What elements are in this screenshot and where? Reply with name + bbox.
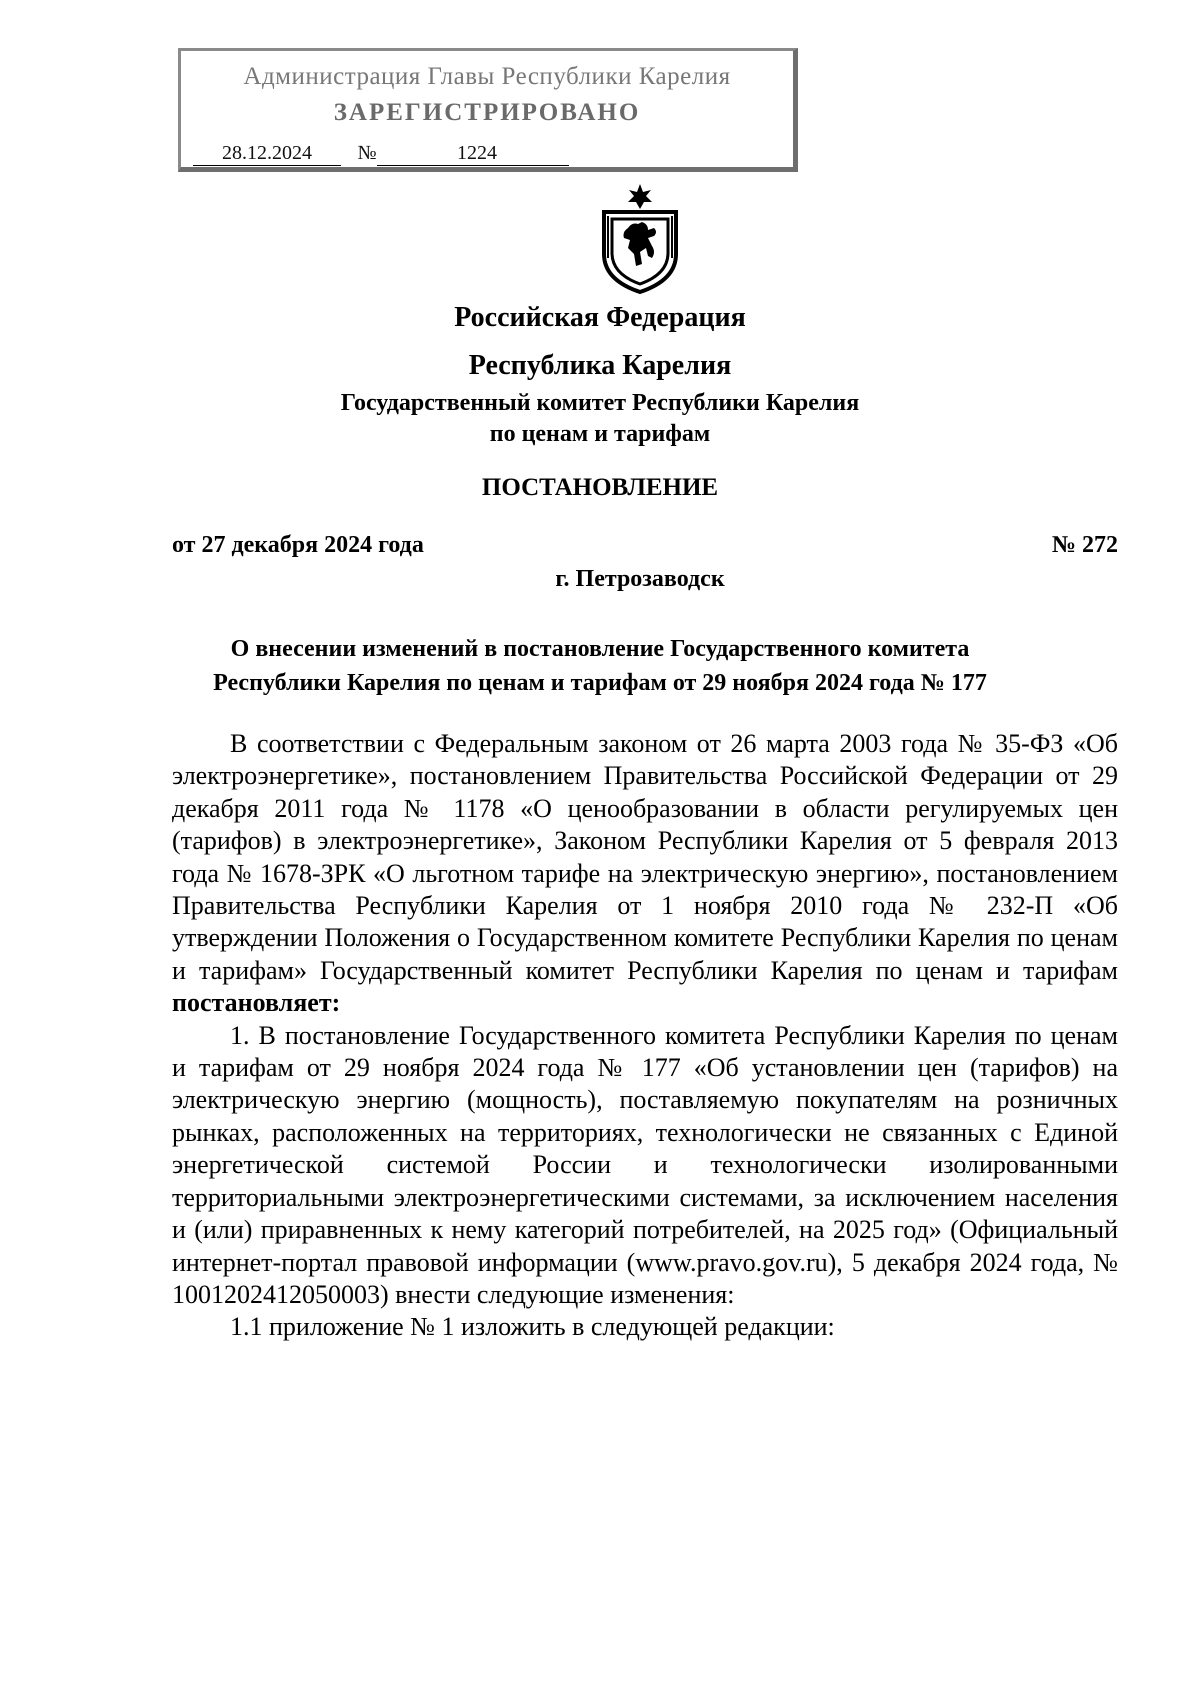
- heading-federation: Российская Федерация: [454, 302, 746, 333]
- stamp-organization: Администрация Главы Республики Карелия: [243, 63, 731, 90]
- preamble-text: В соответствии с Федеральным законом от 26 марта 2003 года № 35-ФЗ «Об электроэнергетике», постановлением Правительства Российской Федерации от 29 декабря 2011 года № 1178 «О ценообразовании в области регулируемых цен (тарифов) в электроэнергетике», Законом Республики Карелия от 5 февраля 2013 года № 1678-ЗРК «О льготном тарифе на электрическую энергию», постановлением Правительства Республики Карелия от 1 ноября 2010 года № 232-П «Об утверждении Положения о Государственном комитете Республики Карелия по ценам и тарифам» Государственный комитет Республики Карелия по ценам и тарифам: [172, 729, 1118, 985]
- item-1-1-paragraph: 1.1 приложение № 1 изложить в следующей редакции:: [230, 1312, 835, 1342]
- stamp-number: 1224: [377, 141, 569, 166]
- karelia-coat-of-arms-icon: [594, 182, 686, 294]
- committee-line-2: по ценам и тарифам: [489, 421, 711, 447]
- document-subject: [0, 632, 1200, 700]
- heading-republic: Республика Карелия: [468, 350, 732, 381]
- stamp-status: ЗАРЕГИСТРИРОВАНО: [333, 99, 641, 126]
- resolves-word: постановляет:: [172, 988, 341, 1018]
- heading-committee: [0, 388, 1200, 450]
- decree-city: г. Петрозаводск: [555, 566, 725, 592]
- subject-line-1: О внесении изменений в постановление Государственного комитета: [230, 636, 970, 662]
- stamp-date: 28.12.2024: [193, 141, 341, 166]
- stamp-number-sign: №: [357, 142, 377, 164]
- committee-line-1: Государственный комитет Республики Карелия: [340, 390, 860, 416]
- subject-line-2: Республики Карелия по ценам и тарифам от 29 ноября 2024 года № 177: [213, 670, 987, 696]
- registration-stamp: [178, 48, 798, 172]
- decree-date: от 27 декабря 2024 года: [172, 532, 424, 558]
- document-body: [172, 728, 1118, 1344]
- decree-number: № 272: [1051, 532, 1118, 558]
- document-type: ПОСТАНОВЛЕНИЕ: [481, 474, 719, 501]
- preamble-paragraph: [172, 728, 1118, 1020]
- item-1-paragraph: 1. В постановление Государственного комитета Республики Карелия по ценам и тарифам от 29 ноября 2024 года № 177 «Об установлении цен (тарифов) на электрическую энергию (мощность), поставляемую покупателям на розничных рынках, расположенных на территориях, технологически не связанных с Единой энергетической системой России и технологически изолированными территориальными электроэнергетическими системами, за исключением населения и (или) приравненных к нему категорий потребителей, на 2025 год» (Официальный интернет-портал правовой информации (www.pravo.gov.ru), 5 декабря 2024 года, № 1001202412050003) внести следующие изменения:: [172, 1020, 1118, 1309]
